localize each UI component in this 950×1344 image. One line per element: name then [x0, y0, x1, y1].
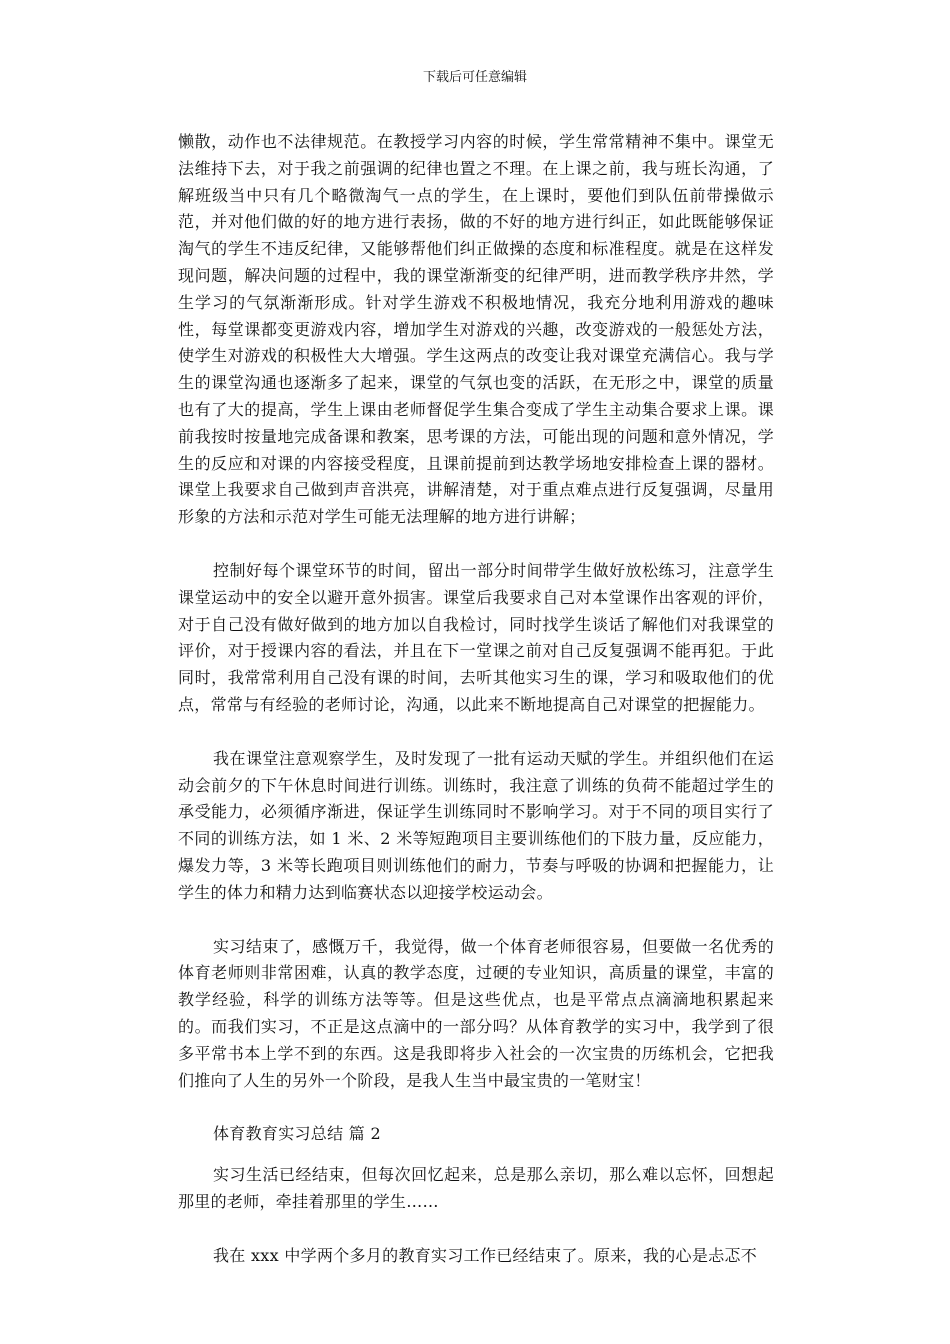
paragraph: 实习结束了，感慨万千，我觉得，做一个体育老师很容易，但要做一名优秀的体育老师则非常困难，认真的教学态度，过硬的专业知识，高质量的课堂，丰富的教学经验，科学的训练方法等等。但是这些优点，也是平常点点滴滴地积累起来的。而我们实习，不正是这点滴中的一部分吗？从体育教学的实习中，我学到了很多平常书本上学不到的东西。这是我即将步入社会的一次宝贵的历练机会，它把我们推向了人生的另外一个阶段，是我人生当中最宝贵的一笔财宝！ — [178, 936, 774, 1090]
document-body — [178, 129, 774, 1296]
paragraph: 我在 xxx 中学两个多月的教育实习工作已经结束了。原来，我的心是忐忑不 — [213, 1245, 758, 1265]
paragraph: 实习生活已经结束，但每次回忆起来，总是那么亲切，那么难以忘怀，回想起那里的老师，牵挂着那里的学生…… — [178, 1165, 774, 1211]
paragraph: 我在课堂注意观察学生，及时发现了一批有运动天赋的学生。并组织他们在运动会前夕的下午休息时间进行训练。训练时，我注意了训练的负荷不能超过学生的承受能力，必须循序渐进，保证学生训练同时不影响学习。对于不同的项目实行了不同的训练方法，如 1 米、2 米等短跑项目主要训练他们的下肢力量，反应能力，爆发力等，3 米等长跑项目则训练他们的耐力，节奏与呼吸的协调和把握能力，让学生的体力和精力达到临赛状态以迎接学校运动会。 — [178, 748, 774, 902]
paragraph: 控制好每个课堂环节的时间，留出一部分时间带学生做好放松练习，注意学生课堂运动中的安全以避开意外损害。课堂后我要求自己对本堂课作出客观的评价，对于自己没有做好做到的地方加以自我检讨，同时找学生谈话了解他们对我课堂的评价，对于授课内容的看法，并且在下一堂课之前对自己反复强调不能再犯。于此同时，我常常利用自己没有课的时间，去听其他实习生的课，学习和吸取他们的优点，常常与有经验的老师讨论，沟通，以此来不断地提高自己对课堂的把握能力。 — [178, 560, 774, 714]
paragraph: 懒散，动作也不法律规范。在教授学习内容的时候，学生常常精神不集中。课堂无法维持下去，对于我之前强调的纪律也置之不理。在上课之前，我与班长沟通，了解班级当中只有几个略微淘气一点的学生，在上课时，要他们到队伍前带操做示范，并对他们做的好的地方进行表扬，做的不好的地方进行纠正，如此既能够保证淘气的学生不违反纪律，又能够帮他们纠正做操的态度和标准程度。就是在这样发现问题，解决问题的过程中，我的课堂渐渐变的纪律严明，进而教学秩序井然，学生学习的气氛渐渐形成。针对学生游戏不积极地情况，我充分地利用游戏的趣味性，每堂课都变更游戏内容，增加学生对游戏的兴趣，改变游戏的一般惩处方法，使学生对游戏的积极性大大增强。学生这两点的改变让我对课堂充满信心。我与学生的课堂沟通也逐渐多了起来，课堂的气氛也变的活跃，在无形之中，课堂的质量也有了大的提高，学生上课由老师督促学生集合变成了学生主动集合要求上课。课前我按时按量地完成备课和教案，思考课的方法，可能出现的问题和意外情况，学生的反应和对课的内容接受程度，且课前提前到达教学场地安排检查上课的器材。课堂上我要求自己做到声音洪亮，讲解清楚，对于重点难点进行反复强调，尽量用形象的方法和示范对学生可能无法理解的地方进行讲解； — [178, 132, 774, 527]
section-title: 体育教育实习总结 篇 2 — [213, 1124, 381, 1144]
page-header: 下载后可任意编辑 — [422, 70, 527, 85]
